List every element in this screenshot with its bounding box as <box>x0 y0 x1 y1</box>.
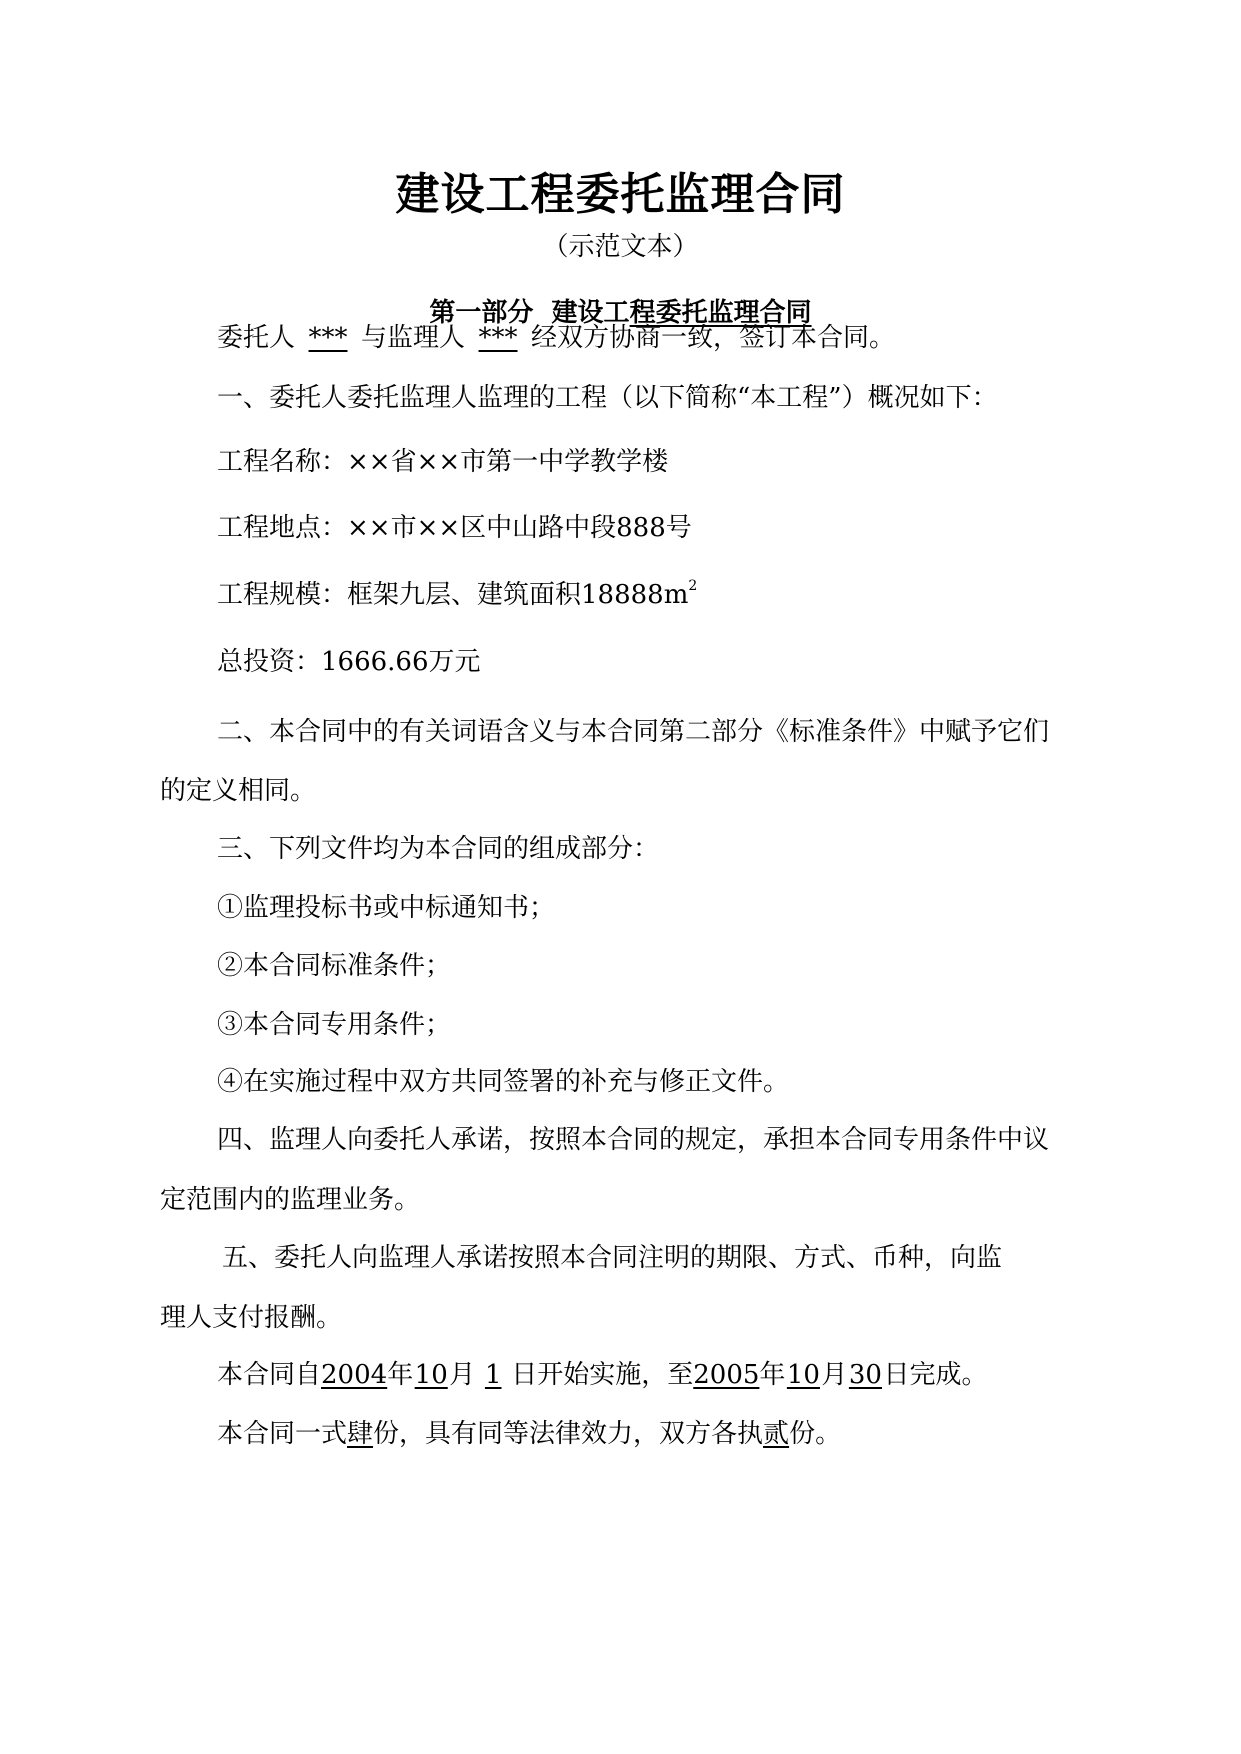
project-location: 工程地点：××市××区中山路中段888号 <box>217 513 692 543</box>
parties-line <box>217 322 895 354</box>
period-text-7: 日完成。 <box>883 1360 988 1390</box>
document-title: 建设工程委托监理合同 <box>395 169 846 220</box>
clause-2-line-1: 二、本合同中的有关词语含义与本合同第二部分《标准条件》中赋予它们 <box>217 717 1050 747</box>
contract-period <box>217 1359 987 1391</box>
period-text-1: 本合同自 <box>217 1360 322 1390</box>
project-investment: 总投资：1666.66万元 <box>217 647 481 677</box>
parties-middle: 与监理人 <box>361 323 466 353</box>
period-text-3: 月 <box>449 1360 476 1390</box>
clause-5-line-2: 理人支付报酬。 <box>160 1303 343 1333</box>
clause-5-line-1: 五、委托人向监理人承诺按照本合同注明的期限、方式、币种，向监 <box>222 1243 1003 1273</box>
start-year: 2004 <box>321 1360 388 1390</box>
document-item-1: ①监理投标书或中标通知书； <box>217 893 556 923</box>
start-month: 10 <box>414 1360 448 1390</box>
part-label: 第一部分 <box>429 298 534 328</box>
clause-1: 一、委托人委托监理人监理的工程（以下简称“本工程”）概况如下： <box>217 383 998 413</box>
parties-suffix: 经双方协商一致，签订本合同。 <box>531 323 896 353</box>
copies-total: 肆 <box>347 1419 374 1449</box>
copies-text-2: 份，具有同等法律效力，双方各执 <box>373 1419 764 1449</box>
project-scale <box>217 579 697 611</box>
clause-2-line-2: 的定义相同。 <box>160 776 317 806</box>
project-scale-text: 工程规模：框架九层、建筑面积18888m <box>217 580 689 610</box>
period-text-2: 年 <box>387 1360 414 1390</box>
copies-text-1: 本合同一式 <box>217 1419 348 1449</box>
document-subtitle: （示范文本） <box>542 232 699 262</box>
project-name: 工程名称：××省××市第一中学教学楼 <box>217 447 669 477</box>
supervisor-name: *** <box>478 323 518 353</box>
client-name: *** <box>308 323 348 353</box>
period-text-6: 月 <box>821 1360 848 1390</box>
clause-3: 三、下列文件均为本合同的组成部分： <box>217 834 660 864</box>
copies-line <box>217 1418 841 1450</box>
period-text-4: 日开始实施，至 <box>511 1360 694 1390</box>
document-item-2: ②本合同标准条件； <box>217 951 452 981</box>
part-heading-plain: 建设工 <box>551 298 630 328</box>
end-month: 10 <box>786 1360 820 1390</box>
end-year: 2005 <box>693 1360 760 1390</box>
copies-each: 贰 <box>763 1419 790 1449</box>
project-scale-sup: 2 <box>688 578 698 594</box>
start-day: 1 <box>484 1360 502 1390</box>
document-item-4: ④在实施过程中双方共同签署的补充与修正文件。 <box>217 1067 790 1097</box>
part-heading-underlined: 程委托监理合同 <box>629 298 812 328</box>
period-text-5: 年 <box>759 1360 786 1390</box>
clause-4-line-2: 定范围内的监理业务。 <box>160 1185 421 1215</box>
parties-prefix: 委托人 <box>217 323 296 353</box>
document-item-3: ③本合同专用条件； <box>217 1010 452 1040</box>
end-day: 30 <box>848 1360 882 1390</box>
copies-text-3: 份。 <box>789 1419 842 1449</box>
clause-4-line-1: 四、监理人向委托人承诺，按照本合同的规定，承担本合同专用条件中议 <box>217 1125 1050 1155</box>
